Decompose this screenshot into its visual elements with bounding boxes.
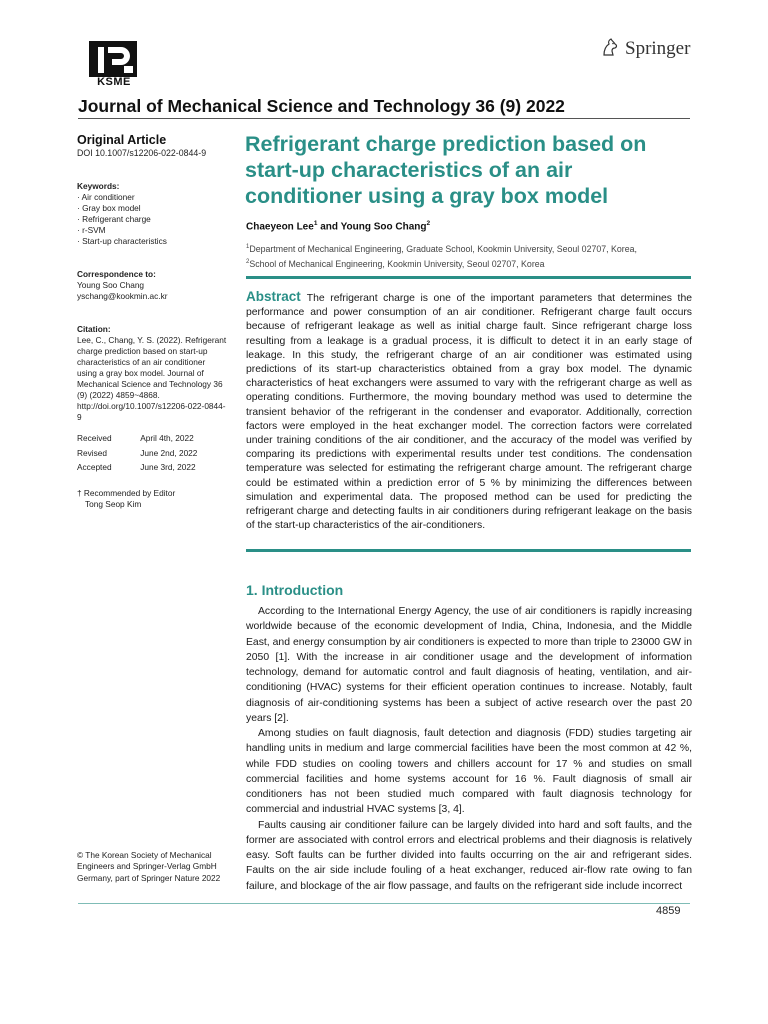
keyword-item: · Air conditioner: [77, 192, 237, 203]
affiliation-sup: 2: [246, 258, 250, 265]
authors: [246, 220, 430, 232]
editor-name: Tong Seop Kim: [85, 499, 142, 509]
springer-name: Springer: [625, 38, 691, 59]
article-title: Refrigerant charge prediction based on start-up characteristics of an air conditioner using a gray box model: [245, 132, 647, 208]
footer-divider: [78, 903, 690, 904]
author-name: Chaeyeon Lee: [246, 221, 314, 233]
citation-label: Citation:: [77, 324, 111, 334]
abstract-text: The refrigerant charge is one of the important parameters that determines the performance and power consumption of an air conditioner. Refrigerant charge fault occurs because of refrigerant leakage as well as initial charge fault. Since refrigerant charge loss resulting from a leakage is a gradual process, it is difficult to detect it in an early stage of leakage. In this study, the refrigerant charge of an air conditioner was estimated using predictions of its start-up characteristics obtained from a gray box model. The dynamic characteristics of heat exchangers were assumed to vary with the refrigerant charge as well as operating conditions. Furthermore, the moving boundary method was used to determine the transient behavior of the refrigerant in the condenser and evaporator. Additionally, correction factors were employed in the heat exchanger model. The correction factors were correlated under training conditions of the air conditioner, and the accuracy of the model was verified by comparing its predictions with experimental results under test conditions. The condensation temperature was selected for estimating the refrigerant charge amount. The refrigerant charge could be estimated within a prediction error of 5 % by minimizing the differences between simulation and experimental data. The proposed method can be used for predicting the refrigerant charge and detecting faults in air conditioners during refrigerant leakage on the basis of the start-up characteristics of the air-conditioners.: [246, 293, 692, 532]
copyright: © The Korean Society of Mechanical Engineers and Springer-Verlag GmbH Germany, part of Springer Nature 2022: [77, 850, 221, 883]
keyword-item: · Refrigerant charge: [77, 214, 237, 225]
date-value: April 4th, 2022: [140, 433, 194, 443]
affiliations: [246, 241, 692, 271]
recommended-block: [77, 488, 237, 510]
date-row: [77, 431, 237, 446]
doi: DOI 10.1007/s12206-022-0844-9: [77, 148, 207, 158]
affiliation: [246, 241, 692, 256]
journal-title: Journal of Mechanical Science and Technology 36 (9) 2022: [78, 96, 565, 116]
dates-table: [77, 431, 237, 475]
affiliation-text: Department of Mechanical Engineering, Graduate School, Kookmin University, Seoul 02707, Korea,: [249, 243, 637, 254]
section-heading: 1. Introduction: [246, 582, 344, 598]
author-sup: 2: [426, 220, 431, 227]
header-divider: [78, 118, 690, 119]
paragraph: According to the International Energy Agency, the use of air conditioners is rapidly increasing worldwide because of the economic development of India, China, Indonesia, and the Middle East, and energy consumption by air conditioners is expected to more than triple to 23000 GW in 2050 [1]. With the increase in air conditioner usage and the development of information technology, demand for automatic control and fault diagnosis of heating, ventilation, and air-conditioning (HVAC) systems for their efficient operation continues to increase. Notably, fault diagnosis of air-conditioning systems has been a subject of active research over the past 20 years [2].: [246, 606, 692, 724]
ksme-logo-text: KSME: [97, 76, 131, 88]
author-name: Young Soo Chang: [340, 221, 427, 233]
citation-block: [77, 324, 227, 423]
page-number: 4859: [656, 905, 681, 917]
ksme-logo: [88, 40, 140, 90]
date-label: Accepted: [77, 462, 112, 472]
date-label: Revised: [77, 447, 107, 458]
abstract-label: Abstract: [246, 289, 301, 304]
article-type-block: [77, 133, 237, 159]
abstract: [246, 290, 692, 533]
abstract-bottom-rule: [246, 549, 691, 552]
affiliation-sup: 1: [246, 244, 250, 250]
correspondence-name: Young Soo Chang: [77, 280, 145, 290]
keyword-item: · Start-up characteristics: [77, 236, 237, 247]
springer-horse-icon: [600, 37, 620, 62]
date-value: June 3rd, 2022: [140, 462, 196, 472]
date-row: [77, 446, 237, 461]
keywords-list: [77, 192, 237, 247]
author-separator: and: [317, 221, 341, 233]
paragraph: Among studies on fault diagnosis, fault detection and diagnosis (FDD) studies targeting air handling units in medium and large commercial facilities have been the most common at 42 %, while FDD studies on cooling towers and chillers account for 17 % and studies on small commercial facilities and home systems account for 16 %. Fault diagnosis of small air conditioners has not been studied much compared with fault diagnosis technology for commercial and industrial HVAC systems [3, 4].: [246, 728, 692, 816]
date-value: June 2nd, 2022: [140, 447, 198, 458]
author-sup: 1: [313, 220, 318, 227]
springer-logo: [600, 37, 695, 61]
article-type: Original Article: [77, 133, 167, 147]
intro-body: [246, 604, 692, 894]
citation-text: Lee, C., Chang, Y. S. (2022). Refrigerant charge prediction based on start-up characteristics of an air conditioner using a gray box model. Journal of Mechanical Science and Technology 36 (9) (2022) 4859~4868.: [77, 335, 227, 400]
abstract-top-rule: [246, 276, 691, 279]
keyword-item: · Gray box model: [77, 203, 237, 214]
paragraph: Faults causing air conditioner failure can be largely divided into hard and soft faults, and the former are associated with control errors and electrical problems and their diagnosis is relatively easy. Soft faults can be further divided into faults occurring on the air and refrigerant sides. Faults on the air side include fouling of a heat exchanger, reduced air-flow rate owing to fan failure, and blockage of the air flow passage, and faults on the refrigerant side include incorrect: [246, 819, 692, 892]
keyword-item: · r-SVM: [77, 225, 237, 236]
affiliation: [246, 256, 692, 271]
recommended-line: † Recommended by Editor: [77, 488, 176, 498]
affiliation-text: School of Mechanical Engineering, Kookmin University, Seoul 02707, Korea: [249, 258, 545, 269]
correspondence-block: [77, 269, 237, 302]
date-label: Received: [77, 433, 112, 443]
correspondence-email[interactable]: yschang@kookmin.ac.kr: [77, 291, 168, 301]
correspondence-label: Correspondence to:: [77, 269, 156, 279]
keywords-block: [77, 181, 237, 247]
keywords-label: Keywords:: [77, 181, 120, 191]
citation-url[interactable]: http://doi.org/10.1007/s12206-022-0844-9: [77, 401, 226, 422]
date-row: [77, 460, 237, 475]
